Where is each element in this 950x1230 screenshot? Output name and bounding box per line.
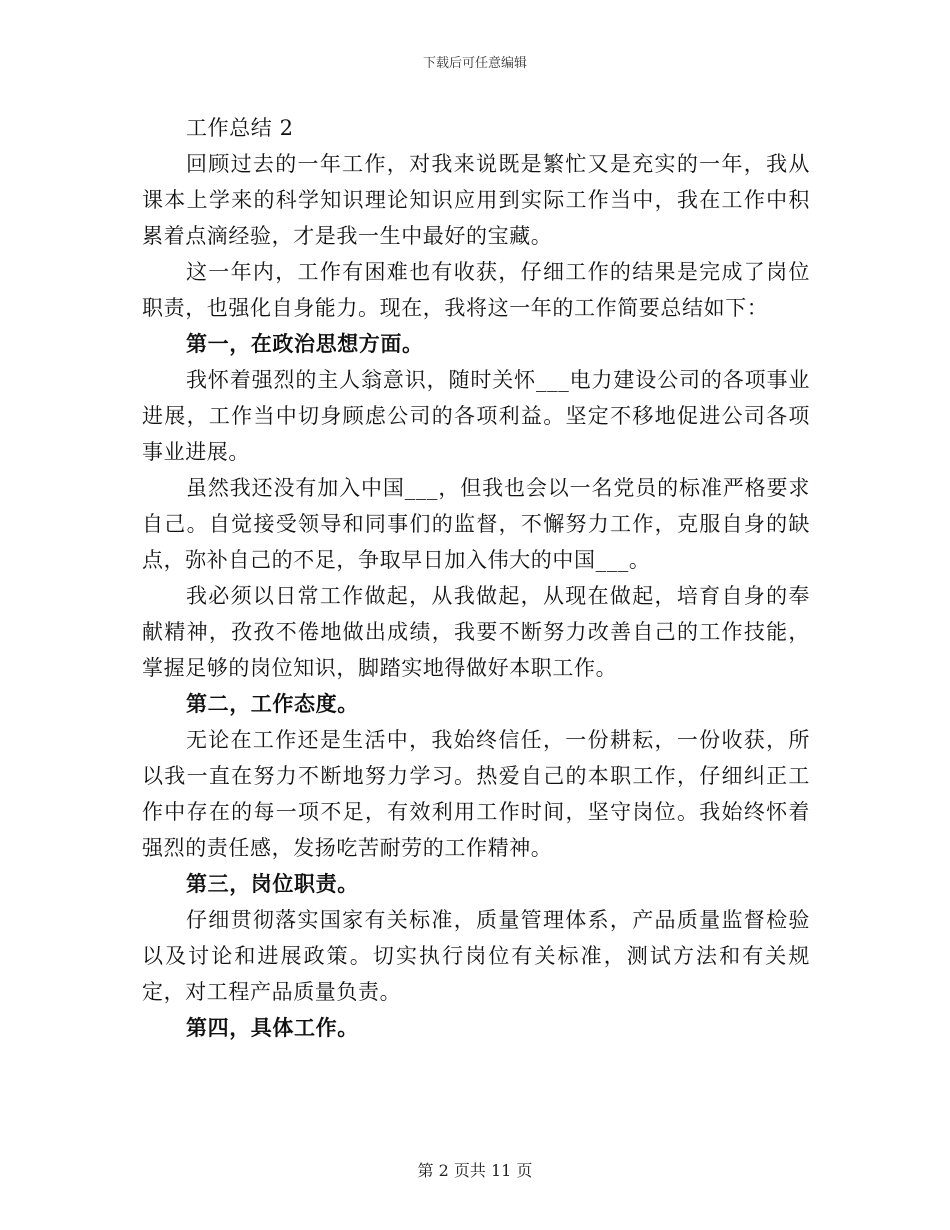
page-footer: 第 2 页共 11 页 — [417, 1161, 533, 1180]
document-title: 工作总结 2 — [186, 116, 294, 140]
paragraph: 这一年内，工作有困难也有收获，仔细工作的结果是完成了岗位职责，也强化自身能力。现在，我将这一年的工作简要总结如下： — [142, 260, 810, 320]
section-heading: 第四，具体工作。 — [186, 1015, 359, 1040]
section-heading: 第一，在政治思想方面。 — [186, 331, 424, 356]
paragraph: 回顾过去的一年工作，对我来说既是繁忙又是充实的一年，我从课本上学来的科学知识理论知识应用到实际工作当中，我在工作中积累着点滴经验，才是我一生中最好的宝藏。 — [142, 152, 810, 248]
page-header: 下载后可任意编辑 — [422, 56, 527, 71]
paragraph: 仔细贯彻落实国家有关标准，质量管理体系，产品质量监督检验以及讨论和进展政策。切实执行岗位有关标准，测试方法和有关规定，对工程产品质量负责。 — [142, 908, 810, 1004]
document-body — [142, 110, 810, 1046]
paragraph: 虽然我还没有加入中国___，但我也会以一名党员的标准严格要求自己。自觉接受领导和同事们的监督，不懈努力工作，克服自身的缺点，弥补自己的不足，争取早日加入伟大的中国___。 — [142, 476, 810, 572]
section-heading: 第二，工作态度。 — [186, 691, 359, 716]
paragraph: 我必须以日常工作做起，从我做起，从现在做起，培育自身的奉献精神，孜孜不倦地做出成绩，我要不断努力改善自己的工作技能，掌握足够的岗位知识，脚踏实地得做好本职工作。 — [142, 584, 810, 680]
paragraph: 我怀着强烈的主人翁意识，随时关怀___电力建设公司的各项事业进展，工作当中切身顾虑公司的各项利益。坚定不移地促进公司各项事业进展。 — [142, 368, 810, 464]
paragraph: 无论在工作还是生活中，我始终信任，一份耕耘，一份收获，所以我一直在努力不断地努力学习。热爱自己的本职工作，仔细纠正工作中存在的每一项不足，有效利用工作时间，坚守岗位。我始终怀着强烈的责任感，发扬吃苦耐劳的工作精神。 — [142, 728, 810, 860]
section-heading: 第三，岗位职责。 — [186, 871, 359, 896]
